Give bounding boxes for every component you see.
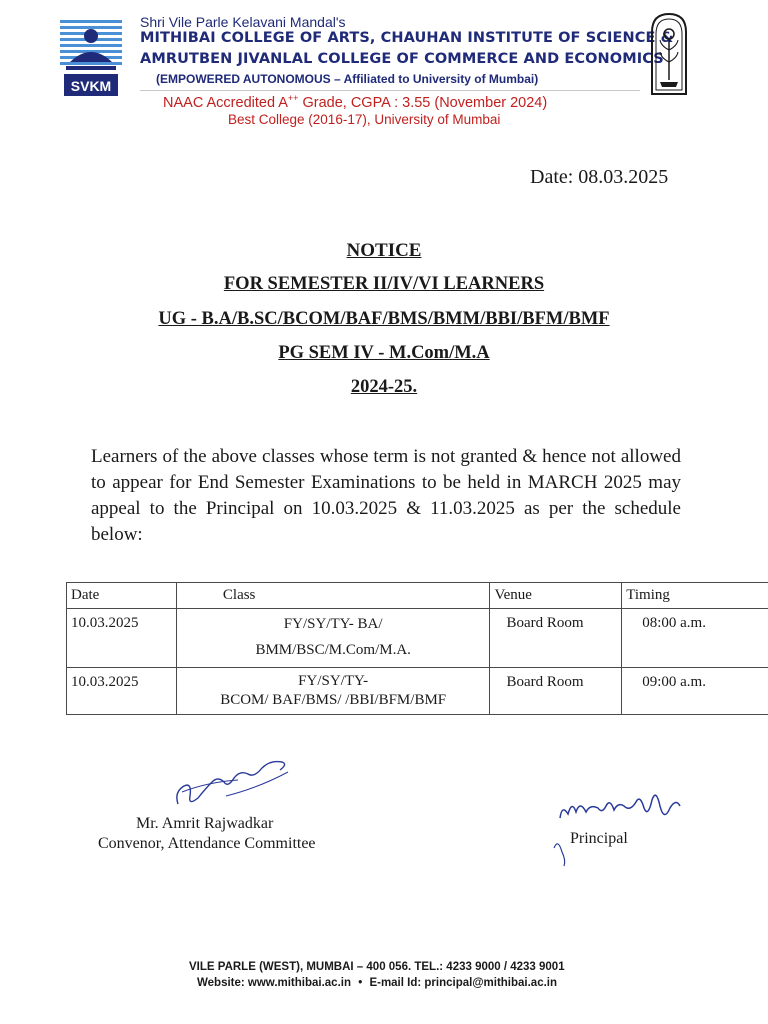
header-venue: Venue: [490, 583, 622, 609]
header-timing: Timing: [622, 583, 768, 609]
svkm-logo: [58, 16, 124, 100]
convenor-signature: [168, 752, 298, 812]
row-date: 10.03.2025: [67, 609, 177, 668]
schedule-table: [66, 582, 768, 715]
table-row: [67, 609, 768, 668]
row-venue: Board Room: [490, 668, 622, 715]
footer-address: VILE PARLE (WEST), MUMBAI – 400 056. TEL.: 4233 9000 / 4233 9001: [189, 961, 565, 973]
best-college-award: Best College (2016-17), University of Mumbai: [228, 112, 501, 127]
convenor-name: Mr. Amrit Rajwadkar: [136, 815, 274, 832]
letterhead-divider: [140, 90, 640, 91]
notice-heading: NOTICE: [346, 240, 422, 261]
naac-accreditation: NAAC Accredited A++ Grade, CGPA : 3.55 (November 2024): [163, 93, 548, 111]
header-date: Date: [67, 583, 177, 609]
footer-website: Website: www.mithibai.ac.in: [197, 977, 351, 989]
row-class: FY/SY/TY- BA/ BMM/BSC/M.Com/M.A.: [176, 609, 490, 668]
college-name-line2: AMRUTBEN JIVANLAL COLLEGE OF COMMERCE AND ECONOMICS: [140, 51, 664, 67]
principal-title: Principal: [570, 830, 628, 847]
table-header-row: [67, 583, 768, 609]
letterhead: [0, 0, 768, 140]
row-timing: 09:00 a.m.: [622, 668, 768, 715]
mandal-name: Shri Vile Parle Kelavani Mandal's: [140, 14, 346, 30]
college-crest-logo: [648, 10, 690, 98]
row-timing: 08:00 a.m.: [622, 609, 768, 668]
principal-signature: [540, 778, 700, 868]
row-date: 10.03.2025: [67, 668, 177, 715]
academic-year-heading: 2024-25.: [350, 377, 418, 397]
ug-courses-heading: UG - B.A/B.SC/BCOM/BAF/BMS/BMM/BBI/BFM/BMF: [158, 309, 610, 329]
notice-date: Date: 08.03.2025: [530, 166, 669, 188]
affiliation-text: (EMPOWERED AUTONOMOUS – Affiliated to University of Mumbai): [156, 72, 539, 86]
header-class: Class: [176, 583, 490, 609]
convenor-role: Convenor, Attendance Committee: [98, 835, 316, 852]
college-name-line1: MITHIBAI COLLEGE OF ARTS, CHAUHAN INSTITUTE OF SCIENCE &: [140, 30, 674, 46]
footer-bullet: •: [358, 977, 363, 989]
logo-text: SVKM: [70, 78, 112, 94]
table-row: [67, 668, 768, 715]
pg-courses-heading: PG SEM IV - M.Com/M.A: [278, 343, 490, 363]
notice-body: Learners of the above classes whose term is not granted & hence not allowed to appear for End Semester Examinations to be held in MARCH 2025 may appeal to the Principal on 10.03.2025 & 11.03.2025 as per the schedule below:: [91, 446, 681, 545]
footer-email: E-mail Id: principal@mithibai.ac.in: [369, 977, 558, 989]
footer-contact: [197, 977, 557, 989]
semester-heading: FOR SEMESTER II/IV/VI LEARNERS: [223, 274, 545, 294]
row-class: FY/SY/TY- BCOM/ BAF/BMS/ /BBI/BFM/BMF: [176, 668, 490, 715]
row-venue: Board Room: [490, 609, 622, 668]
